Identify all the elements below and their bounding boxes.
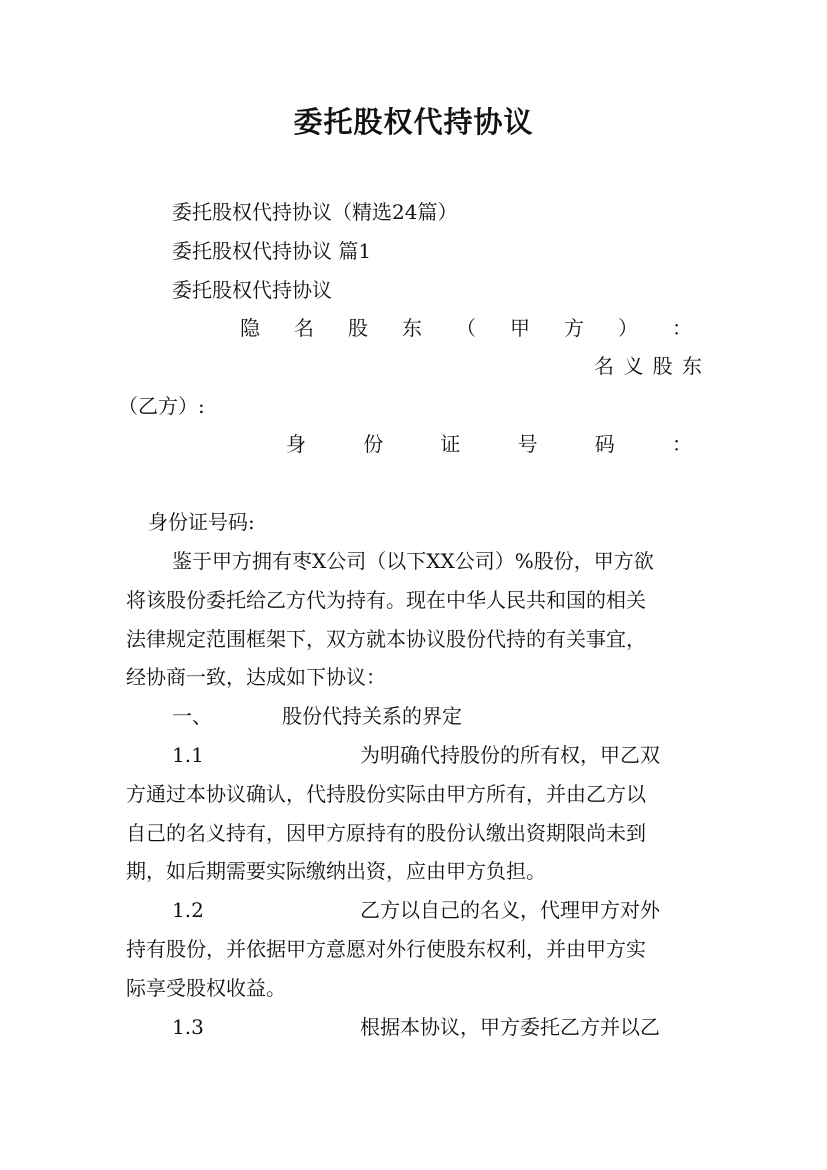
clause-number: 1.2	[172, 898, 204, 922]
hidden-shareholder-label	[240, 318, 692, 338]
char: 股	[348, 316, 368, 340]
char: 东	[681, 354, 702, 378]
id-number-label: 身份证号码:	[148, 510, 255, 534]
clause-line: 方通过本协议确认，代持股份实际由甲方所有，并由乙方以	[126, 782, 646, 806]
clause-line: 持有股份，并依据甲方意愿对外行使股东权利，并由甲方实	[126, 937, 646, 961]
char: 号	[517, 432, 538, 456]
intro-line-1: 委托股权代持协议（精选24篇）	[172, 200, 458, 224]
char: 份	[363, 432, 384, 456]
section-title: 股份代持关系的界定	[282, 704, 462, 728]
paragraph-line: 将该股份委托给乙方代为持有。现在中华人民共和国的相关	[126, 588, 646, 612]
clause-number: 1.1	[172, 743, 204, 767]
paragraph-line: 法律规定范围框架下，双方就本协议股份代持的有关事宜，	[126, 627, 646, 651]
char: ）	[618, 316, 638, 340]
clause-line: 根据本协议，甲方委托乙方并以乙	[360, 1015, 660, 1039]
party-b-label: （乙方）:	[118, 394, 205, 418]
intro-line-3: 委托股权代持协议	[172, 278, 332, 302]
section-number: 一、	[172, 704, 212, 728]
nominee-shareholder-label	[594, 356, 702, 376]
char: 名	[594, 354, 614, 378]
char: 码	[594, 432, 615, 456]
clause-number: 1.3	[172, 1015, 204, 1039]
clause-line: 自己的名义持有，因甲方原持有的股份认缴出资期限尚未到	[126, 821, 646, 845]
id-card-label	[286, 434, 692, 454]
char: 隐	[240, 316, 260, 340]
clause-line: 际享受股权收益。	[126, 976, 286, 1000]
clause-line: 期，如后期需要实际缴纳出资，应由甲方负担。	[126, 859, 546, 883]
char: 甲	[510, 316, 530, 340]
clause-line: 为明确代持股份的所有权，甲乙双	[360, 743, 660, 767]
char: （	[456, 316, 476, 340]
char: 方	[564, 316, 584, 340]
char: 证	[440, 432, 461, 456]
char: 股	[652, 354, 673, 378]
char: 义	[623, 354, 644, 378]
char: 东	[402, 316, 422, 340]
intro-line-2: 委托股权代持协议 篇1	[172, 239, 372, 263]
char: 名	[294, 316, 314, 340]
clause-line: 乙方以自己的名义，代理甲方对外	[360, 898, 660, 922]
char: 身	[286, 432, 306, 456]
char: ：	[671, 432, 692, 456]
char: ：	[672, 316, 692, 340]
paragraph-line: 经协商一致，达成如下协议：	[126, 665, 386, 689]
document-title: 委托股权代持协议	[293, 105, 534, 139]
paragraph-line: 鉴于甲方拥有枣X公司（以下XX公司）%股份，甲方欲	[172, 549, 654, 573]
